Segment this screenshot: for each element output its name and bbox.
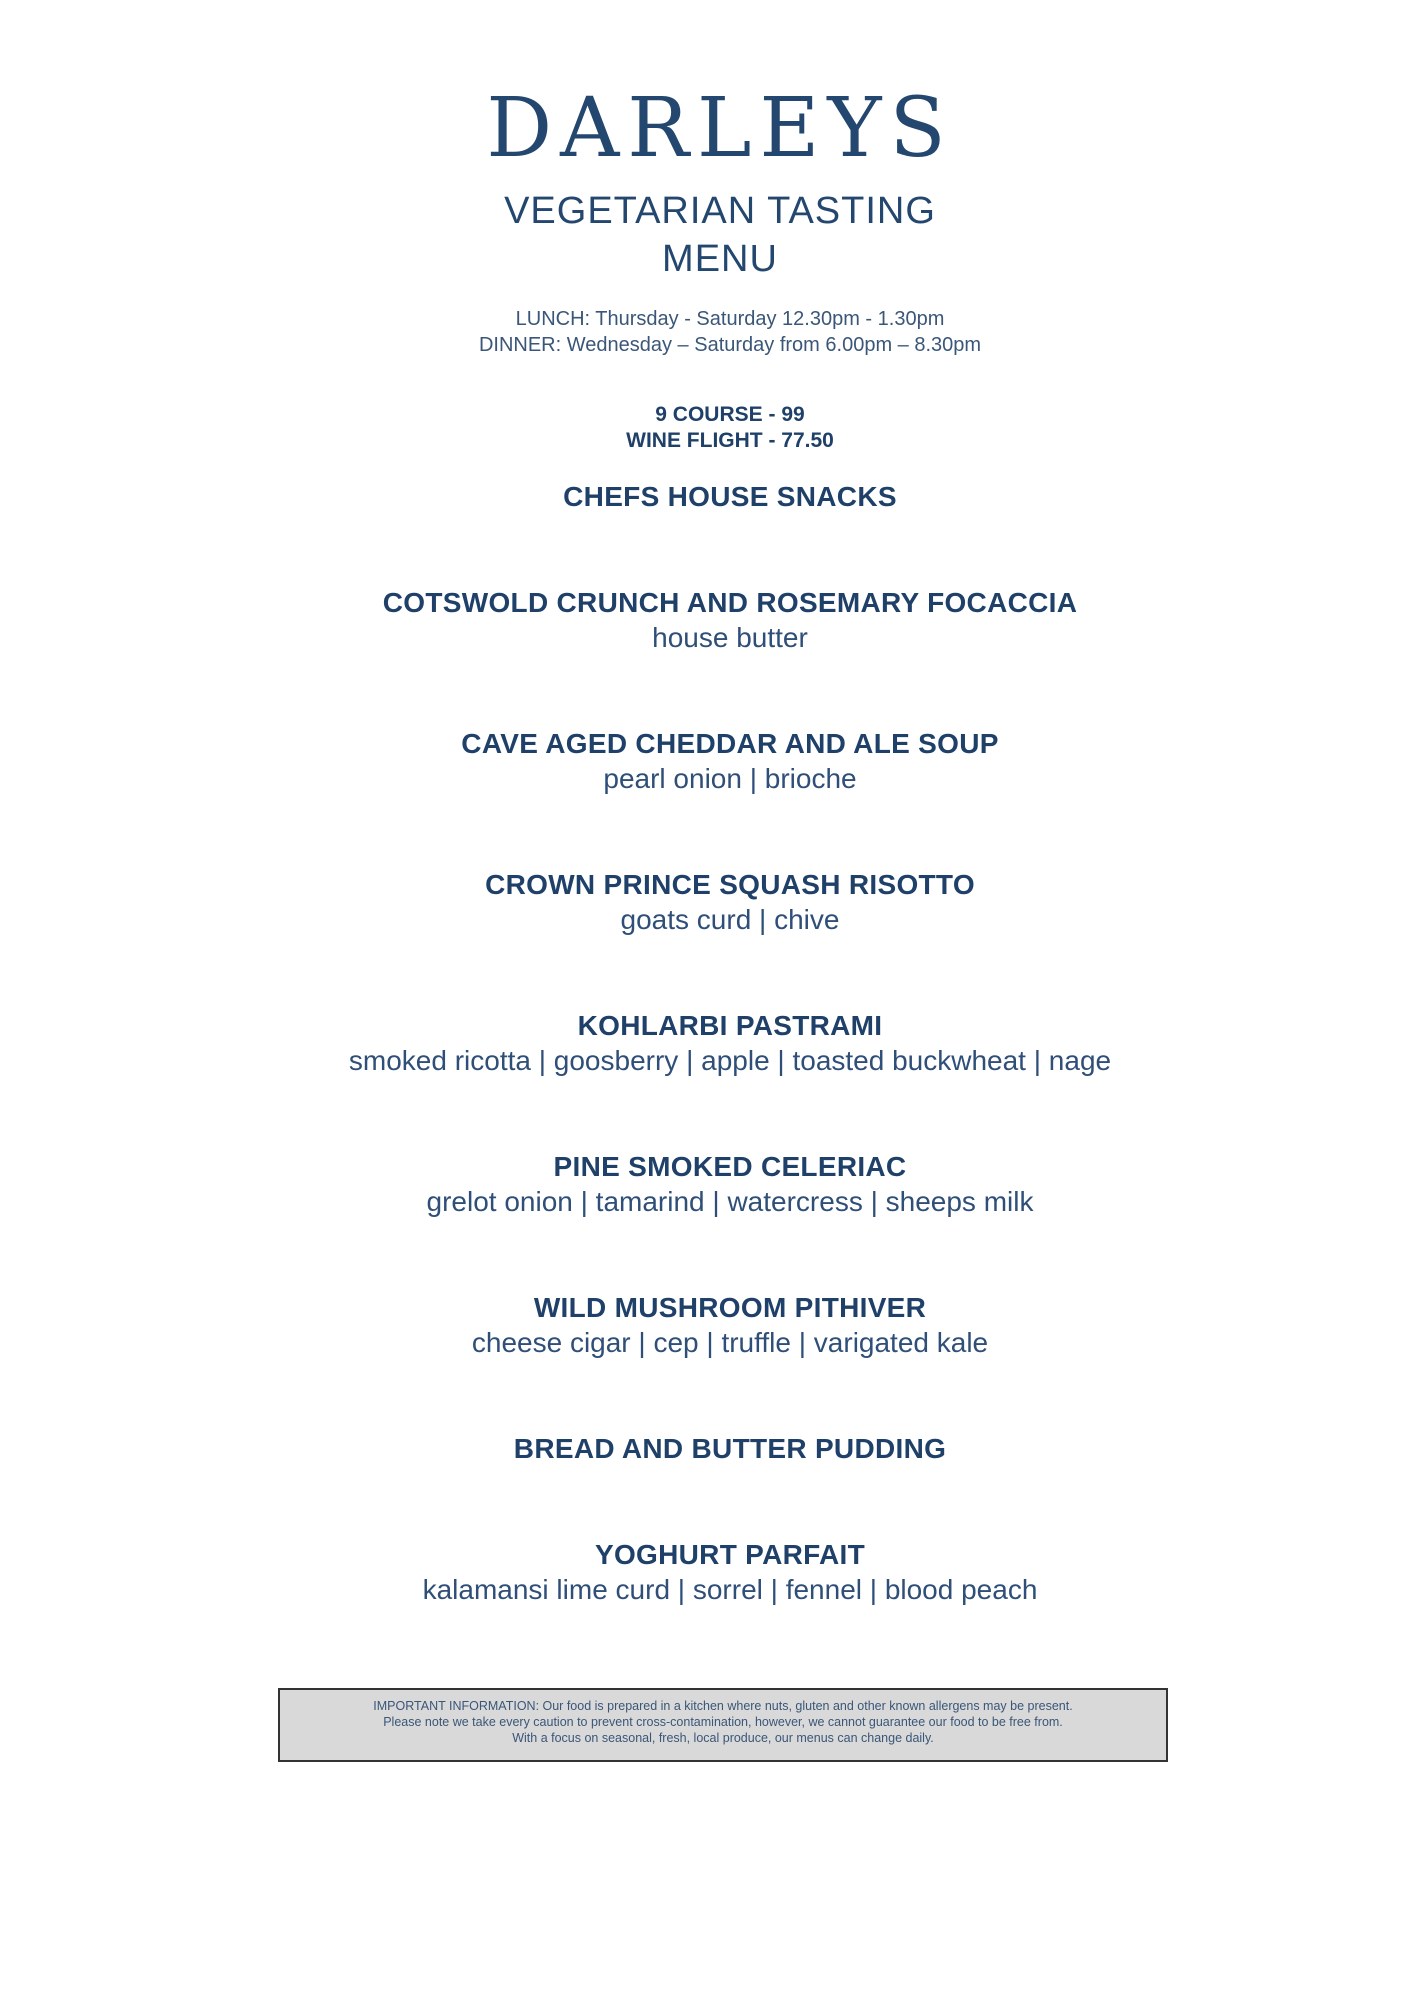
course-description: goats curd | chive xyxy=(620,904,840,935)
course-name: PINE SMOKED CELERIAC xyxy=(553,1151,907,1182)
allergen-notice-line3: With a focus on seasonal, fresh, local produce, our menus can change daily. xyxy=(512,1731,934,1745)
course-name: CHEFS HOUSE SNACKS xyxy=(563,481,897,512)
dinner-hours: DINNER: Wednesday – Saturday from 6.00pm – 8.30pm xyxy=(478,334,982,356)
course-item xyxy=(0,1291,1414,1361)
lunch-hours: LUNCH: Thursday - Saturday 12.30pm - 1.30pm xyxy=(515,308,945,330)
course-item xyxy=(0,868,1414,938)
course-item xyxy=(0,480,1414,514)
course-description: pearl onion | brioche xyxy=(603,763,857,794)
menu-title-line2: MENU xyxy=(662,238,778,280)
course-price: 9 COURSE - 99 xyxy=(655,403,805,426)
course-name: COTSWOLD CRUNCH AND ROSEMARY FOCACCIA xyxy=(382,587,1078,618)
service-hours xyxy=(0,306,1414,358)
course-item xyxy=(0,1538,1414,1608)
course-description: grelot onion | tamarind | watercress | sheeps milk xyxy=(426,1186,1034,1217)
course-name: CAVE AGED CHEDDAR AND ALE SOUP xyxy=(461,728,999,759)
allergen-notice xyxy=(278,1688,1168,1762)
course-description: cheese cigar | cep | truffle | varigated kale xyxy=(471,1327,989,1358)
course-name: YOGHURT PARFAIT xyxy=(595,1539,865,1570)
pricing xyxy=(0,402,1414,454)
allergen-notice-line2: Please note we take every caution to prevent cross-contamination, however, we cannot guarantee our food to be free from. xyxy=(383,1715,1063,1729)
course-name: CROWN PRINCE SQUASH RISOTTO xyxy=(485,869,975,900)
menu-title-line1: VEGETARIAN TASTING xyxy=(504,190,936,232)
course-description: smoked ricotta | goosberry | apple | toasted buckwheat | nage xyxy=(348,1045,1112,1076)
menu-title xyxy=(0,187,1414,283)
course-name: WILD MUSHROOM PITHIVER xyxy=(533,1292,927,1323)
course-item xyxy=(0,727,1414,797)
course-name: BREAD AND BUTTER PUDDING xyxy=(513,1433,947,1464)
course-item xyxy=(0,1432,1414,1466)
course-item xyxy=(0,1009,1414,1079)
course-name: KOHLARBI PASTRAMI xyxy=(577,1010,883,1041)
course-item xyxy=(0,1150,1414,1220)
course-item xyxy=(0,586,1414,656)
course-description: house butter xyxy=(652,622,808,653)
course-description: kalamansi lime curd | sorrel | fennel | blood peach xyxy=(422,1574,1038,1605)
brand-logo: DARLEYS xyxy=(486,81,954,176)
wine-flight-price: WINE FLIGHT - 77.50 xyxy=(626,429,834,452)
allergen-notice-line1: IMPORTANT INFORMATION: Our food is prepared in a kitchen where nuts, gluten and other known allergens may be present. xyxy=(373,1699,1073,1713)
